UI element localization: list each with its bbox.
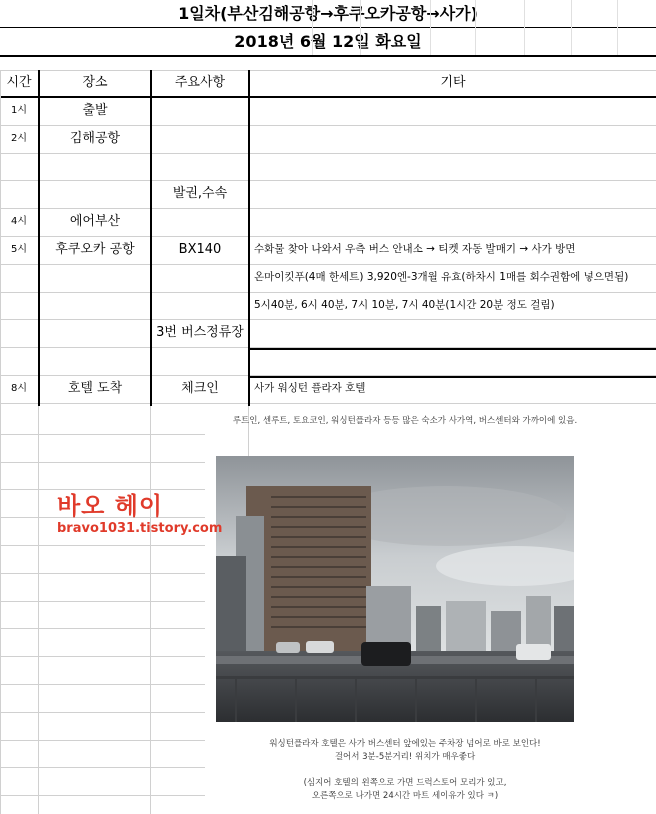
grid-line <box>430 0 431 55</box>
header-main: 주요사항 <box>174 75 226 90</box>
grid-line <box>524 0 525 55</box>
row-3-main <box>152 153 248 180</box>
grid-line <box>617 0 618 55</box>
row-2-place: 김해공항 <box>69 130 121 146</box>
cell-border <box>250 348 656 350</box>
row-7-place <box>40 264 150 291</box>
row-2-note <box>254 125 654 152</box>
grid-line <box>571 0 572 55</box>
row-2-main <box>152 125 248 152</box>
watermark-url: bravo1031.tistory.com <box>57 521 223 536</box>
row-11-note: 사가 워싱턴 플라자 호텔 <box>254 382 366 394</box>
header-time: 시간 <box>6 75 32 90</box>
hotel-photo <box>216 456 574 722</box>
row-1-time: 1시 <box>10 105 28 116</box>
grid-line <box>0 795 205 796</box>
column-divider <box>248 70 250 406</box>
grid-line <box>0 601 205 602</box>
row-10-place <box>40 347 150 374</box>
grid-line <box>475 0 476 55</box>
row-5-note <box>254 208 654 235</box>
caption-bottom-1: 워싱턴플라자 호텔은 사가 버스센터 앞에있는 주차장 넘어로 바로 보인다! <box>269 739 541 749</box>
grid-line <box>0 684 205 685</box>
row-2-time: 2시 <box>10 132 28 144</box>
row-5-place: 에어부산 <box>69 214 121 230</box>
header-place: 장소 <box>82 75 108 90</box>
row-1-main <box>152 97 248 124</box>
grid-line <box>0 628 205 629</box>
row-5-time: 4시 <box>10 216 28 228</box>
caption-bottom-4: 오른쪽으로 나가면 24시간 마트 세이유가 있다 ㅋ) <box>311 791 499 801</box>
grid-line <box>0 740 205 741</box>
grid-line <box>0 462 205 463</box>
row-1-place: 출발 <box>82 103 108 118</box>
grid-line <box>0 712 205 713</box>
row-6-note: 수화물 찾아 나와서 우측 버스 안내소 → 티켓 자동 발매기 → 사가 방면 <box>254 243 576 255</box>
row-8-main <box>152 292 248 319</box>
grid-line <box>0 403 656 404</box>
row-3-note <box>254 153 654 180</box>
row-11-place: 호텔 도착 <box>67 381 123 396</box>
caption-bottom-3: (심지어 호텔의 왼쪽으로 가면 드럭스토어 모리가 있고, <box>303 778 507 788</box>
row-3-place <box>40 153 150 180</box>
grid-line <box>0 767 205 768</box>
row-9-main: 3번 버스정류장 <box>156 325 244 341</box>
row-7-time <box>0 264 38 291</box>
row-8-time <box>0 292 38 319</box>
row-5-main <box>152 208 248 235</box>
header-note: 기타 <box>440 75 466 90</box>
itinerary-title: 1일차(부산김해공항→후쿠오카공항→사가) <box>0 0 656 28</box>
row-6-main: BX140 <box>178 242 222 257</box>
grid-line <box>38 406 39 814</box>
caption-top: 루트인, 센루트, 토요코인, 워싱턴플라자 등등 많은 숙소가 사가역, 버스센터와 가까이에 있음. <box>232 416 578 426</box>
grid-line <box>360 0 361 55</box>
grid-line <box>150 406 151 814</box>
row-6-time: 5시 <box>10 244 28 255</box>
caption-bottom-2: 걸어서 3분-5분거리! 위치가 매우좋다 <box>334 752 476 762</box>
row-10-time <box>0 347 38 374</box>
grid-line <box>0 573 205 574</box>
grid-line <box>0 656 205 657</box>
row-4-main: 발권,수속 <box>172 186 228 202</box>
row-9-time <box>0 319 38 346</box>
row-8-note: 5시40분, 6시 40분, 7시 10분, 7시 40분(1시간 20분 정도 걸림) <box>254 298 555 311</box>
row-7-main <box>152 264 248 291</box>
row-10-main <box>152 347 248 374</box>
grid-line <box>0 545 205 546</box>
row-4-place <box>40 180 150 207</box>
row-11-time: 8시 <box>10 383 28 394</box>
watermark-name: 바오 헤이 <box>57 492 164 520</box>
row-6-place: 후쿠오카 공항 <box>55 242 135 257</box>
row-8-place <box>40 292 150 319</box>
row-3-time <box>0 153 38 180</box>
row-9-note <box>254 319 654 346</box>
grid-line <box>248 406 249 456</box>
grid-line <box>0 434 205 435</box>
row-10-note <box>254 347 654 374</box>
row-9-place <box>40 319 150 346</box>
row-11-main: 체크인 <box>181 381 219 396</box>
itinerary-date: 2018년 6월 12일 화요일 <box>234 32 422 51</box>
row-1-note <box>254 97 654 124</box>
grid-line <box>0 55 656 57</box>
row-4-time <box>0 180 38 207</box>
grid-line <box>312 0 313 55</box>
row-4-note <box>254 180 654 207</box>
cell-border <box>250 376 656 378</box>
row-7-note: 온마이킷푸(4매 한세트) 3,920엔-3개월 유효(하차시 1매를 회수권함에 넣으면됨) <box>254 270 629 283</box>
